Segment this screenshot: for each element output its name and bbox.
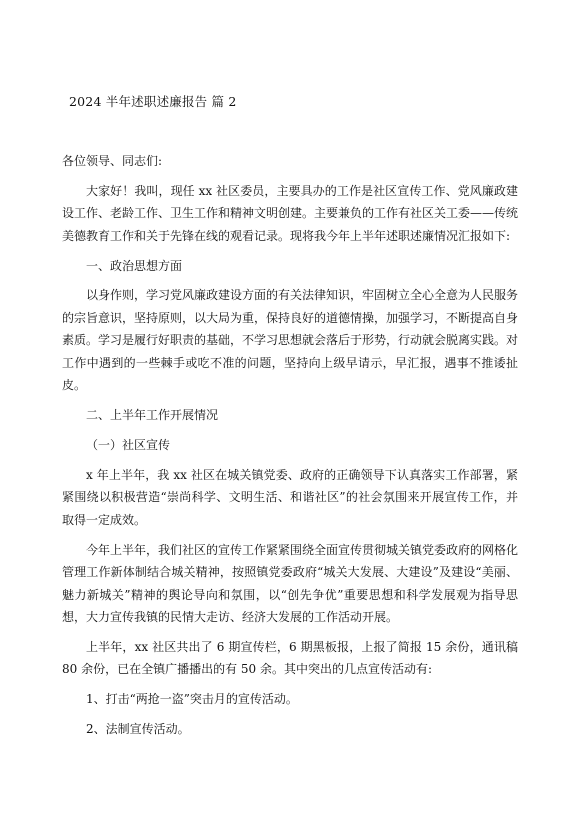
- section-heading-work: 二、上半年工作开展情况: [86, 408, 219, 423]
- document-title: 2024 半年述职述廉报告 篇 2: [69, 94, 237, 109]
- paragraph-political: 以身作则，学习党风廉政建设方面的有关法律知识，牢固树立全心全意为人民服务的宗旨意识，坚持原则，以大局为重，保持良好的道德情操，加强学习，不断提高自身素质。学习是履行好职责的基础，不学习思想就会落后于形势，行动就会脱离实践。对工作中遇到的一些棘手或吃不准的问题，坚持向上级早请示，早汇报，遇事不推诿扯皮。: [62, 288, 519, 393]
- paragraph-salutation: 各位领导、同志们:: [62, 154, 163, 168]
- paragraph-intro: 大家好！我叫，现任 xx 社区委员，主要具办的工作是社区宣传工作、党风廉政建设工作、老龄工作、卫生工作和精神文明创建。主要兼负的工作有社区关工委——传统美德教育工作和关于先锋在线的观看记录。现将我今年上半年述职述廉情况汇报如下:: [62, 183, 519, 243]
- paragraph-publicity-1: x 年上半年，我 xx 社区在城关镇党委、政府的正确领导下认真落实工作部署，紧紧围绕以积极营造“崇尚科学、文明生活、和谐社区”的社会氛围来开展宣传工作，并取得一定成效。: [62, 467, 518, 527]
- subsection-heading-publicity: （一）社区宣传: [86, 437, 171, 452]
- list-item-1: 1、打击“两抢一盗”突击月的宣传活动。: [86, 692, 298, 707]
- list-item-2: 2、法制宣传活动。: [86, 721, 190, 736]
- paragraph-publicity-3: 上半年，xx 社区共出了 6 期宣传栏，6 期黑板报，上报了简报 15 余份，通讯稿 80 余份，已在全镇广播播出的有 50 余。其中突出的几点宣传活动有:: [62, 639, 518, 677]
- section-heading-political: 一、政治思想方面: [86, 258, 183, 273]
- paragraph-publicity-2: 今年上半年，我们社区的宣传工作紧紧围绕全面宣传贯彻城关镇党委政府的网格化管理工作新体制结合城关精神，按照镇党委政府“城关大发展、大建设”及建设“美丽、魅力新城关”精神的舆论导向和氛围，以“创先争优”重要思想和科学发展观为指导思想，大力宣传我镇的民情大走访、经济大发展的工作活动开展。: [62, 542, 519, 625]
- document-body: [62, 150, 518, 748]
